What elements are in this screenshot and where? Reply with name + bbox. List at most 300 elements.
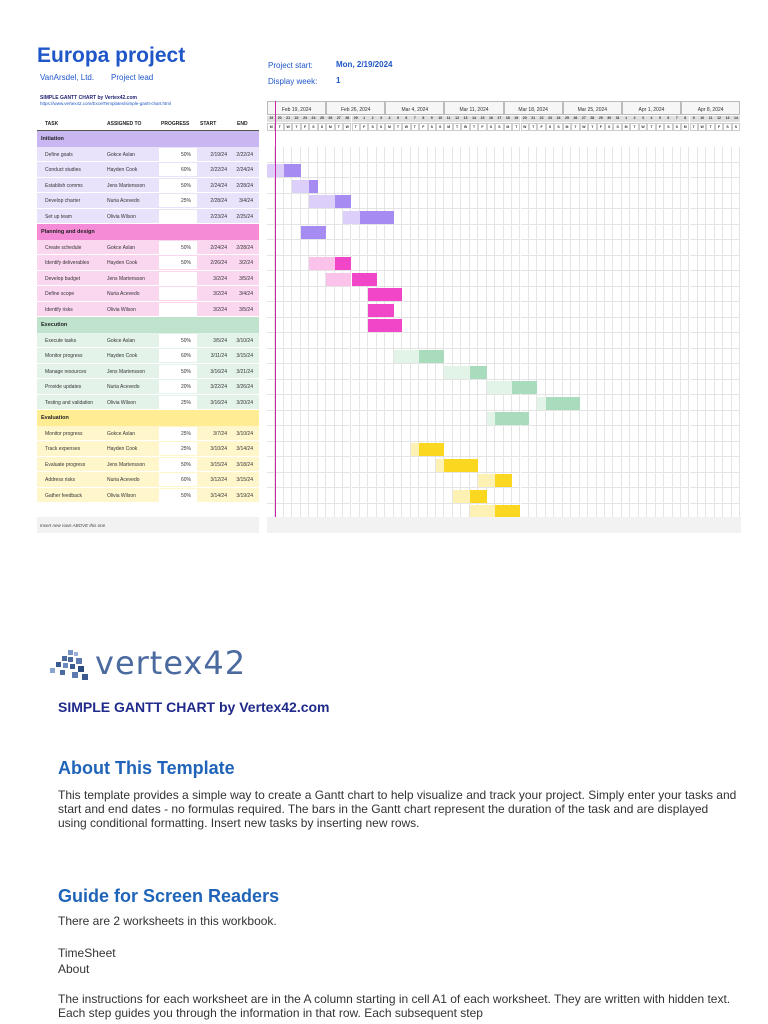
gantt-cell <box>275 318 283 334</box>
task-start[interactable]: 3/5/24 <box>213 337 227 344</box>
gantt-cell <box>715 163 723 179</box>
day-number: 10 <box>698 116 706 122</box>
gantt-cell <box>622 256 630 272</box>
gantt-cell <box>588 194 596 210</box>
gantt-cell <box>546 442 554 458</box>
task-start[interactable]: 3/16/24 <box>210 368 227 375</box>
task-row[interactable] <box>37 302 259 318</box>
gantt-cell <box>343 411 351 427</box>
task-name[interactable]: Evaluate progress <box>45 461 86 468</box>
task-assignee[interactable]: Jens Martensson <box>107 182 146 189</box>
gantt-cell <box>335 380 343 396</box>
task-progress[interactable] <box>159 303 197 316</box>
task-row[interactable] <box>37 193 259 209</box>
gantt-cell <box>630 209 638 225</box>
gantt-cell <box>588 473 596 489</box>
task-name[interactable]: Establish comms <box>45 182 83 189</box>
task-name[interactable]: Provide updates <box>45 384 82 390</box>
gantt-cell <box>613 442 621 458</box>
gantt-cell <box>698 209 706 225</box>
task-end[interactable]: 3/14/24 <box>236 446 253 452</box>
task-assignee[interactable]: Nuria Acevedo <box>107 198 140 204</box>
gantt-cell <box>436 318 444 334</box>
gantt-cell <box>275 209 283 225</box>
gantt-cell <box>453 395 461 411</box>
task-end[interactable]: 3/19/24 <box>236 492 253 499</box>
gantt-cell <box>436 163 444 179</box>
gantt-cell <box>639 163 647 179</box>
gantt-cell <box>529 349 537 365</box>
task-row[interactable] <box>37 364 259 380</box>
gantt-cell <box>368 147 376 163</box>
gantt-cell <box>301 147 309 163</box>
task-assignee[interactable]: Gokce Aslan <box>107 151 136 158</box>
gantt-cell <box>292 287 300 303</box>
gantt-cell <box>444 395 452 411</box>
gantt-cell <box>478 256 486 272</box>
gantt-cell <box>411 457 419 473</box>
gantt-cell <box>419 333 427 349</box>
gantt-cell <box>377 333 385 349</box>
gantt-cell <box>377 147 385 163</box>
gantt-cell <box>723 333 731 349</box>
task-start[interactable]: 3/15/24 <box>210 461 227 468</box>
task-assignee[interactable]: Nuria Acevedo <box>107 477 140 483</box>
group-row[interactable] <box>37 410 259 426</box>
gantt-cell <box>664 473 672 489</box>
gantt-cell <box>588 318 596 334</box>
task-start[interactable]: 3/22/24 <box>210 384 227 390</box>
day-number: 23 <box>301 116 309 122</box>
task-progress[interactable]: 50% <box>159 334 197 347</box>
task-start[interactable]: 3/7/24 <box>213 430 227 437</box>
vertex42-subtitle: SIMPLE GANTT CHART by Vertex42.com <box>58 699 330 715</box>
task-start[interactable]: 3/2/24 <box>213 306 227 313</box>
gantt-cell <box>402 380 410 396</box>
day-number: 16 <box>487 116 495 122</box>
gantt-cell <box>723 240 731 256</box>
gantt-cell <box>377 163 385 179</box>
task-name[interactable]: Set up team <box>45 213 72 220</box>
task-row[interactable] <box>37 255 259 271</box>
template-url[interactable]: https://www.vertex42.com/ExcelTemplates/simple-gantt-chart.html <box>40 101 172 106</box>
task-row[interactable] <box>37 333 259 349</box>
task-end[interactable]: 3/18/24 <box>236 461 253 468</box>
gantt-cell <box>301 364 309 380</box>
task-row[interactable] <box>37 178 259 194</box>
task-name[interactable]: Manage resources <box>45 368 87 375</box>
gantt-cell <box>318 457 326 473</box>
gantt-cell <box>360 442 368 458</box>
gantt-cell <box>588 271 596 287</box>
gantt-cell <box>478 287 486 303</box>
gantt-cell <box>690 271 698 287</box>
task-assignee[interactable]: Hayden Cook <box>107 353 138 359</box>
gantt-cell <box>453 473 461 489</box>
group-row[interactable] <box>37 224 259 240</box>
gantt-cell <box>284 225 292 241</box>
about-text: This template provides a simple way to create a Gantt chart to help visualize and track your project. Simply enter your tasks and start and end dates - no formulas required. The bars in the Gantt chart represent the duration of the task and are displayed using conditional formatting. Insert new tasks by inserting new rows. <box>58 788 737 830</box>
gantt-bar-complete <box>478 474 495 487</box>
gantt-cell <box>284 349 292 365</box>
gantt-cell <box>402 488 410 504</box>
group-name: Execution <box>41 322 68 328</box>
task-progress[interactable] <box>159 210 197 223</box>
gantt-cell <box>664 488 672 504</box>
task-name[interactable]: Identify deliverables <box>45 260 90 266</box>
gantt-cell <box>284 411 292 427</box>
gantt-cell <box>529 302 537 318</box>
gantt-cell <box>368 411 376 427</box>
task-assignee[interactable]: Olivia Wilson <box>107 399 136 406</box>
task-assignee[interactable]: Olivia Wilson <box>107 306 136 313</box>
gantt-cell <box>706 209 714 225</box>
gantt-cell <box>335 318 343 334</box>
task-end[interactable]: 3/4/24 <box>239 291 253 297</box>
task-progress[interactable] <box>159 287 197 300</box>
day-number: 3 <box>639 116 647 122</box>
gantt-cell <box>343 318 351 334</box>
task-progress[interactable]: 60% <box>159 163 197 176</box>
task-assignee[interactable]: Jens Martensson <box>107 275 146 282</box>
gantt-cell <box>360 364 368 380</box>
gantt-cell <box>554 426 562 442</box>
task-progress[interactable]: 50% <box>159 148 197 161</box>
gantt-cell <box>504 349 512 365</box>
task-name[interactable]: Identify risks <box>45 306 73 313</box>
gantt-cell <box>580 163 588 179</box>
gantt-cell <box>706 302 714 318</box>
gantt-cell <box>326 395 334 411</box>
gantt-cell <box>335 488 343 504</box>
gantt-cell <box>512 318 520 334</box>
gantt-cell <box>664 333 672 349</box>
gantt-cell <box>529 473 537 489</box>
task-assignee[interactable]: Hayden Cook <box>107 446 138 452</box>
task-end[interactable]: 3/2/24 <box>239 260 253 266</box>
task-name[interactable]: Execute tasks <box>45 337 77 344</box>
gantt-cell <box>706 287 714 303</box>
gantt-cell <box>597 457 605 473</box>
day-letter: S <box>673 123 681 131</box>
task-name[interactable]: Testing and validation <box>45 399 94 406</box>
task-start[interactable]: 3/2/24 <box>213 275 227 282</box>
task-row[interactable] <box>37 488 259 504</box>
task-row[interactable] <box>37 286 259 302</box>
gantt-cell <box>428 163 436 179</box>
gantt-cell <box>470 473 478 489</box>
gantt-cell <box>444 240 452 256</box>
task-name[interactable]: Conduct studies <box>45 167 81 173</box>
gantt-cell <box>385 225 393 241</box>
task-row[interactable] <box>37 379 259 395</box>
task-progress[interactable]: 50% <box>159 179 197 192</box>
gantt-cell <box>571 287 579 303</box>
gantt-cell <box>292 473 300 489</box>
gantt-cell <box>301 194 309 210</box>
gantt-cell <box>444 209 452 225</box>
gantt-cell <box>605 240 613 256</box>
gantt-cell <box>301 442 309 458</box>
gantt-cell <box>461 178 469 194</box>
gantt-cell <box>681 442 689 458</box>
task-rows <box>37 131 259 503</box>
gantt-cell <box>580 473 588 489</box>
gantt-cell <box>613 225 621 241</box>
task-assignee[interactable]: Nuria Acevedo <box>107 384 140 390</box>
task-end[interactable]: 3/10/24 <box>236 430 253 437</box>
gantt-cell <box>461 287 469 303</box>
task-end[interactable]: 3/5/24 <box>239 306 253 313</box>
gantt-cell <box>698 271 706 287</box>
gantt-cell <box>284 194 292 210</box>
gantt-cell <box>419 318 427 334</box>
gantt-bar-complete <box>487 412 495 425</box>
gantt-cell <box>588 178 596 194</box>
gantt-cell <box>444 194 452 210</box>
task-name[interactable]: Gather feedback <box>45 492 82 499</box>
task-assignee[interactable]: Gokce Aslan <box>107 430 136 437</box>
task-end[interactable]: 3/20/24 <box>236 399 253 406</box>
task-name[interactable]: Create schedule <box>45 244 82 251</box>
group-row[interactable] <box>37 131 259 147</box>
gantt-cell <box>487 395 495 411</box>
day-number: 24 <box>309 116 317 122</box>
gantt-cell <box>487 318 495 334</box>
task-row[interactable] <box>37 472 259 488</box>
gantt-cell <box>487 426 495 442</box>
gantt-cell <box>597 225 605 241</box>
task-progress[interactable]: 50% <box>159 241 197 254</box>
task-assignee[interactable]: Olivia Wilson <box>107 213 136 220</box>
task-row[interactable] <box>37 209 259 225</box>
gantt-cell <box>377 178 385 194</box>
task-end[interactable]: 3/5/24 <box>239 275 253 282</box>
task-name[interactable]: Define goals <box>45 151 73 158</box>
gantt-cell <box>470 256 478 272</box>
task-progress[interactable]: 25% <box>159 194 197 207</box>
week-header: Apr 1, 2024 <box>622 101 681 115</box>
task-row[interactable] <box>37 426 259 442</box>
display-week-value[interactable]: 1 <box>336 76 341 85</box>
gantt-cell <box>546 318 554 334</box>
gantt-cell <box>385 380 393 396</box>
task-end[interactable]: 3/15/24 <box>236 477 253 483</box>
task-name[interactable]: Develop charter <box>45 198 81 204</box>
day-number: 15 <box>478 116 486 122</box>
gantt-cell <box>723 426 731 442</box>
gantt-cell <box>706 411 714 427</box>
guide-instructions: The instructions for each worksheet are in the A column starting in cell A1 of each worksheet. They are written with hidden text. Each step guides you through the information in that row. Each subsequent step <box>58 992 731 1020</box>
task-row[interactable] <box>37 271 259 287</box>
gantt-cell <box>402 287 410 303</box>
task-row[interactable] <box>37 441 259 457</box>
task-start[interactable]: 3/2/24 <box>213 291 227 297</box>
gantt-cell <box>563 318 571 334</box>
task-progress[interactable]: 25% <box>159 442 197 455</box>
gantt-cell <box>563 426 571 442</box>
task-assignee[interactable]: Gokce Aslan <box>107 244 136 251</box>
task-assignee[interactable]: Hayden Cook <box>107 167 138 173</box>
gantt-cell <box>309 271 317 287</box>
day-number: 5 <box>656 116 664 122</box>
task-assignee[interactable]: Jens Martensson <box>107 461 146 468</box>
task-end[interactable]: 3/26/24 <box>236 384 253 390</box>
gantt-cell <box>698 349 706 365</box>
gantt-cell <box>690 395 698 411</box>
task-progress[interactable]: 25% <box>159 396 197 409</box>
gantt-cell <box>478 426 486 442</box>
task-row[interactable] <box>37 457 259 473</box>
task-assignee[interactable]: Nuria Acevedo <box>107 291 140 297</box>
task-name[interactable]: Define scope <box>45 291 75 297</box>
gantt-cell <box>529 395 537 411</box>
day-number: 2 <box>630 116 638 122</box>
gantt-cell <box>580 271 588 287</box>
task-progress[interactable] <box>159 272 197 285</box>
task-start[interactable]: 2/22/24 <box>210 167 227 173</box>
task-progress[interactable]: 60% <box>159 473 197 486</box>
task-name[interactable]: Monitor progress <box>45 353 83 359</box>
task-end[interactable]: 3/21/24 <box>236 368 253 375</box>
gantt-cell <box>487 333 495 349</box>
day-number: 6 <box>664 116 672 122</box>
task-end[interactable]: 2/24/24 <box>236 167 253 173</box>
task-assignee[interactable]: Gokce Aslan <box>107 337 136 344</box>
group-name: Initiation <box>41 136 64 142</box>
day-number: 22 <box>537 116 545 122</box>
task-name[interactable]: Monitor progress <box>45 430 83 437</box>
task-start[interactable]: 2/24/24 <box>210 182 227 189</box>
gantt-cell <box>318 240 326 256</box>
gantt-cell <box>487 349 495 365</box>
task-progress[interactable]: 60% <box>159 349 197 362</box>
gantt-cell <box>580 395 588 411</box>
gantt-cell <box>571 209 579 225</box>
gantt-cell <box>588 411 596 427</box>
gantt-cell <box>588 442 596 458</box>
task-progress[interactable]: 50% <box>159 365 197 378</box>
task-start[interactable]: 2/24/24 <box>210 244 227 251</box>
gantt-cell <box>335 147 343 163</box>
gantt-cell <box>732 163 740 179</box>
gantt-cell <box>512 457 520 473</box>
task-end[interactable]: 2/25/24 <box>236 213 253 220</box>
gantt-cell <box>402 364 410 380</box>
gantt-cell <box>639 302 647 318</box>
task-end[interactable]: 2/28/24 <box>236 182 253 189</box>
task-row[interactable] <box>37 348 259 364</box>
gantt-cell <box>723 287 731 303</box>
gantt-cell <box>428 426 436 442</box>
task-start[interactable]: 3/14/24 <box>210 492 227 499</box>
gantt-cell <box>681 178 689 194</box>
task-progress[interactable]: 50% <box>159 458 197 471</box>
task-name[interactable]: Develop budget <box>45 275 81 282</box>
task-end[interactable]: 3/15/24 <box>236 353 253 359</box>
task-end[interactable]: 3/4/24 <box>239 198 253 204</box>
task-start[interactable]: 2/23/24 <box>210 213 227 220</box>
gantt-cell <box>326 473 334 489</box>
task-assignee[interactable]: Jens Martensson <box>107 368 146 375</box>
day-letter: F <box>419 123 427 131</box>
task-row[interactable] <box>37 240 259 256</box>
gantt-cell <box>656 364 664 380</box>
gantt-cell <box>521 426 529 442</box>
task-start[interactable]: 3/16/24 <box>210 399 227 406</box>
gantt-cell <box>571 364 579 380</box>
task-row[interactable] <box>37 395 259 411</box>
task-assignee[interactable]: Olivia Wilson <box>107 492 136 499</box>
gantt-cell <box>284 240 292 256</box>
task-assignee[interactable]: Hayden Cook <box>107 260 138 266</box>
gantt-cell <box>597 364 605 380</box>
gantt-cell <box>444 442 452 458</box>
project-start-value[interactable]: Mon, 2/19/2024 <box>336 60 393 69</box>
task-progress[interactable]: 25% <box>159 427 197 440</box>
task-start[interactable]: 2/26/24 <box>210 260 227 266</box>
day-number: 13 <box>723 116 731 122</box>
gantt-cell <box>580 147 588 163</box>
gantt-cell <box>597 271 605 287</box>
gantt-cell <box>335 442 343 458</box>
task-end[interactable]: 2/28/24 <box>236 244 253 251</box>
gantt-cell <box>461 194 469 210</box>
gantt-cell <box>605 256 613 272</box>
task-row[interactable] <box>37 147 259 163</box>
task-start[interactable]: 3/12/24 <box>210 477 227 483</box>
gantt-cell <box>292 194 300 210</box>
gantt-cell <box>504 163 512 179</box>
task-row[interactable] <box>37 162 259 178</box>
task-name[interactable]: Address risks <box>45 477 76 483</box>
task-progress[interactable]: 20% <box>159 380 197 393</box>
task-end[interactable]: 2/22/24 <box>236 151 253 158</box>
gantt-cell <box>487 457 495 473</box>
gantt-cell <box>335 411 343 427</box>
gantt-cell <box>478 163 486 179</box>
task-name[interactable]: Track expenses <box>45 446 81 452</box>
gantt-cell <box>537 380 545 396</box>
gantt-cell <box>563 380 571 396</box>
day-number: 4 <box>647 116 655 122</box>
gantt-cell <box>487 194 495 210</box>
gantt-cell <box>284 256 292 272</box>
task-start[interactable]: 3/10/24 <box>210 446 227 452</box>
gantt-cell <box>419 256 427 272</box>
task-start[interactable]: 2/19/24 <box>210 151 227 158</box>
group-row[interactable] <box>37 317 259 333</box>
gantt-cell <box>495 287 503 303</box>
gantt-cell <box>284 302 292 318</box>
gantt-cell <box>478 147 486 163</box>
task-start[interactable]: 2/28/24 <box>210 198 227 204</box>
gantt-cell <box>580 457 588 473</box>
task-progress[interactable]: 50% <box>159 256 197 269</box>
task-start[interactable]: 3/11/24 <box>210 353 227 359</box>
gantt-cell <box>343 147 351 163</box>
gantt-bar-remaining <box>470 366 487 379</box>
gantt-cell <box>597 442 605 458</box>
day-number: 14 <box>732 116 740 122</box>
task-progress[interactable]: 50% <box>159 489 197 502</box>
gantt-cell <box>419 178 427 194</box>
gantt-cell <box>673 411 681 427</box>
gantt-cell <box>309 426 317 442</box>
task-end[interactable]: 3/10/24 <box>236 337 253 344</box>
gantt-bar-complete <box>292 180 309 193</box>
gantt-cell <box>630 395 638 411</box>
